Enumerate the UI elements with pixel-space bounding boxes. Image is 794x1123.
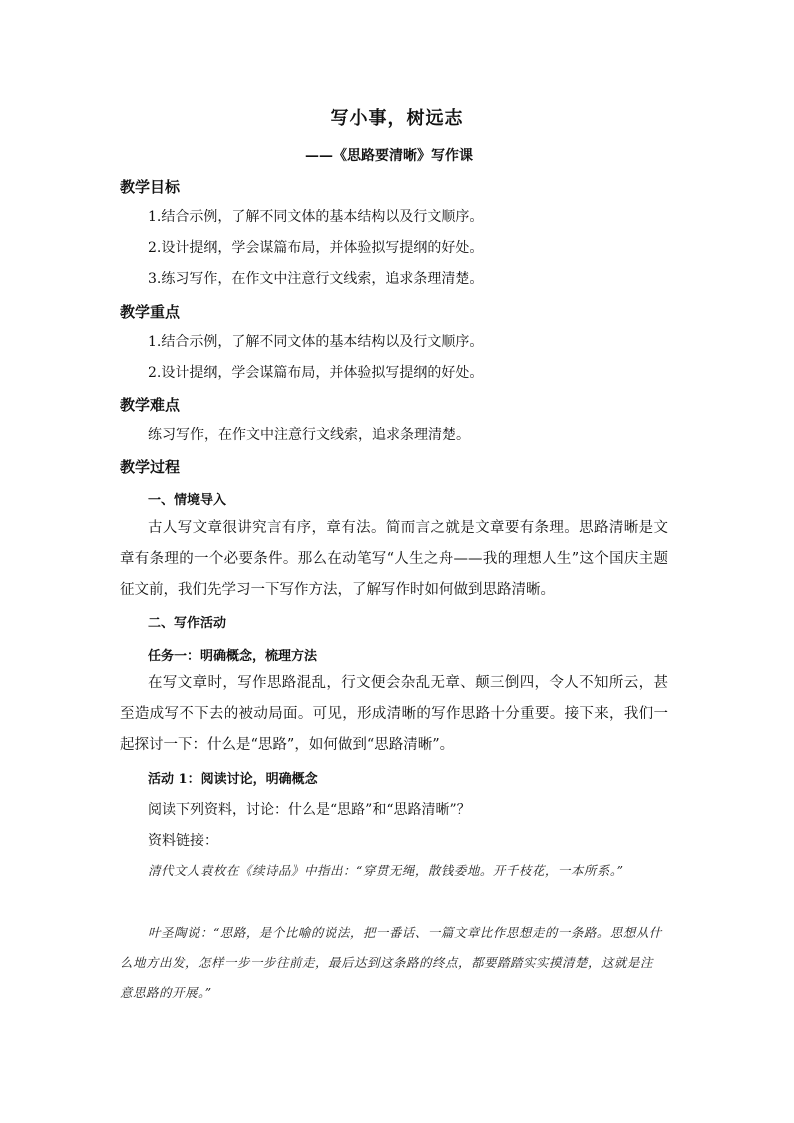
quote-yeshengtao: 叶圣陶说：“思路，是个比喻的说法，把一番话、一篇文章比作思想走的一条路。思想从什么地方出发，怎样一步一步往前走，最后达到这条路的终点，都要踏踏实实摸清楚，这就是注意思路的开展。”: [120, 925, 662, 1000]
task1-title: 任务一：明确概念，梳理方法: [148, 649, 318, 664]
document-subtitle: ——《思路要清晰》写作课: [305, 148, 473, 164]
key-point-item-2: 2.设计提纲，学会谋篇布局，并体验拟写提纲的好处。: [148, 365, 484, 381]
section2-title: 二、写作活动: [148, 616, 227, 631]
task1-paragraph: 在写文章时，写作思路混乱，行文便会杂乱无章、颠三倒四，令人不知所云，甚至造成写不下去的被动局面。可见，形成清晰的写作思路十分重要。接下来，我们一起探讨一下：什么是“思路”，如何做到“思路清晰”。: [120, 675, 668, 753]
activity1-title: 活动 1：阅读讨论，明确概念: [148, 772, 318, 787]
resource-label: 资料链接：: [148, 833, 218, 849]
section1-paragraph: 古人写文章很讲究言有序，章有法。简而言之就是文章要有条理。思路清晰是文章有条理的一个必要条件。那么在动笔写“人生之舟——我的理想人生”这个国庆主题征文前，我们先学习一下写作方法，了解写作时如何做到思路清晰。: [120, 520, 668, 598]
quote-yuanmei: 清代文人袁枚在《续诗品》中指出：“穿贯无绳，散钱委地。开千枝花，一本所系。”: [148, 863, 624, 878]
goal-item-1: 1.结合示例，了解不同文体的基本结构以及行文顺序。: [148, 209, 484, 225]
goal-item-2: 2.设计提纲，学会谋篇布局，并体验拟写提纲的好处。: [148, 240, 484, 256]
document-title: 写小事，树远志: [330, 108, 464, 129]
goals-heading: 教学目标: [120, 178, 181, 196]
difficulty-heading: 教学难点: [120, 396, 181, 414]
difficulty-text: 练习写作，在作文中注意行文线索，追求条理清楚。: [148, 427, 470, 443]
goal-item-3: 3.练习写作，在作文中注意行文线索，追求条理清楚。: [148, 271, 484, 287]
section1-title: 一、情境导入: [148, 493, 227, 508]
process-heading: 教学过程: [120, 458, 181, 476]
key-points-heading: 教学重点: [120, 303, 181, 321]
activity1-text: 阅读下列资料，讨论：什么是“思路”和“思路清晰”？: [148, 802, 471, 818]
key-point-item-1: 1.结合示例，了解不同文体的基本结构以及行文顺序。: [148, 334, 484, 350]
